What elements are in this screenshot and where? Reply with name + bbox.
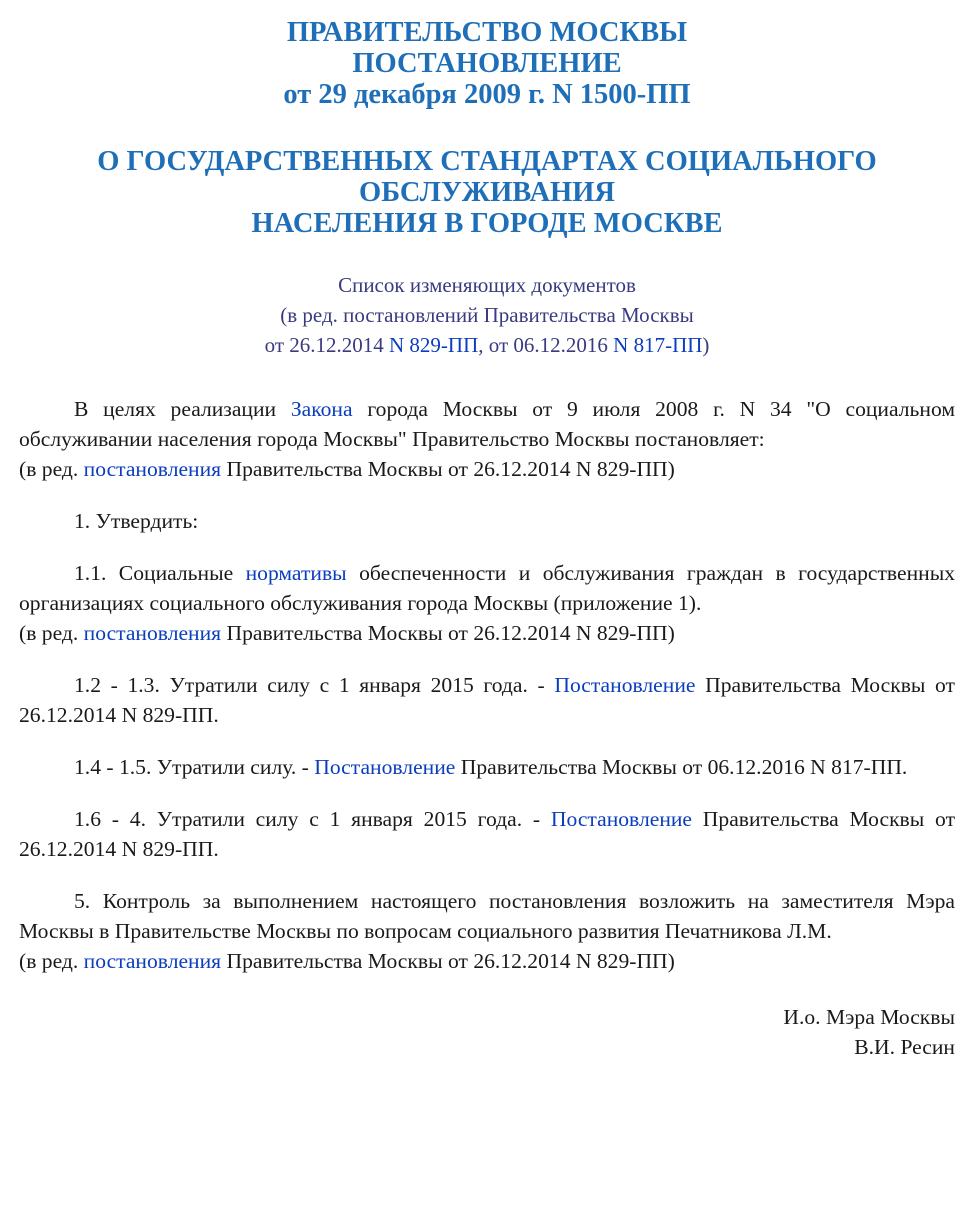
preamble-paragraph xyxy=(19,394,955,454)
edition-note-text: Правительства Москвы от 26.12.2014 N 829-ПП) xyxy=(221,621,675,645)
document-page xyxy=(19,12,955,1062)
item-text: Правительства Москвы от 26.12.2014 N 829-ПП. xyxy=(19,807,956,861)
item-text: 1.1. Социальные xyxy=(74,561,246,585)
amendments-line-2: (в ред. постановлений Правительства Москвы xyxy=(280,303,694,327)
resolution-link[interactable]: постановления xyxy=(83,949,222,973)
signatory-position: И.о. Мэра Москвы xyxy=(783,1005,955,1029)
amendments-heading: Список изменяющих документов xyxy=(338,273,636,297)
amendments-text: от 26.12.2014 xyxy=(264,333,389,357)
document-date-number: от 29 декабря 2009 г. N 1500-ПП xyxy=(283,79,691,110)
amendments-line-3 xyxy=(19,330,955,360)
edition-note xyxy=(19,454,955,484)
document-title xyxy=(19,146,955,239)
amendment-link-817[interactable]: N 817-ПП xyxy=(613,333,703,357)
amendments-text: , от 06.12.2016 xyxy=(478,333,614,357)
resolution-link[interactable]: постановления xyxy=(83,457,222,481)
document-body xyxy=(19,394,955,976)
item-1: 1. Утвердить: xyxy=(74,509,199,533)
item-1-6 xyxy=(19,804,955,864)
amendment-link-829[interactable]: N 829-ПП xyxy=(389,333,479,357)
issuing-authority: ПРАВИТЕЛЬСТВО МОСКВЫ xyxy=(286,17,688,48)
item-text: 1.6 - 4. Утратили силу с 1 января 2015 года. - xyxy=(74,807,551,831)
edition-note-text: Правительства Москвы от 26.12.2014 N 829-ПП) xyxy=(221,949,675,973)
signatory-name: В.И. Ресин xyxy=(854,1035,955,1059)
item-text: Правительства Москвы от 26.12.2014 N 829-ПП. xyxy=(19,673,955,727)
document-type: ПОСТАНОВЛЕНИЕ xyxy=(352,48,622,79)
amendments-list xyxy=(19,270,955,360)
edition-note-text: (в ред. xyxy=(19,621,84,645)
item-1-2 xyxy=(19,670,955,730)
resolution-link[interactable]: постановления xyxy=(83,621,222,645)
preamble-text: В целях реализации xyxy=(74,397,291,421)
item-1-4 xyxy=(19,752,955,782)
preamble-text: города Москвы от 9 июля 2008 г. N 34 "О социальном обслуживании населения города Москвы" Правительство Москвы постановляет: xyxy=(19,397,955,451)
edition-note xyxy=(19,946,955,976)
resolution-link[interactable]: Постановление xyxy=(550,807,693,831)
title-line-1: О ГОСУДАРСТВЕННЫХ СТАНДАРТАХ СОЦИАЛЬНОГО xyxy=(97,146,877,177)
item-text: 1.4 - 1.5. Утратили силу. - xyxy=(74,755,315,779)
edition-note-text: Правительства Москвы от 26.12.2014 N 829-ПП) xyxy=(221,457,675,481)
title-line-2: ОБСЛУЖИВАНИЯ xyxy=(359,177,615,208)
law-link[interactable]: Закона xyxy=(290,397,353,421)
edition-note xyxy=(19,618,955,648)
title-line-3: НАСЕЛЕНИЯ В ГОРОДЕ МОСКВЕ xyxy=(251,208,723,239)
amendments-text: ) xyxy=(702,333,710,357)
item-5: 5. Контроль за выполнением настоящего постановления возложить на заместителя Мэра Москвы в Правительстве Москвы по вопросам социального развития Печатникова Л.М. xyxy=(19,889,955,943)
edition-note-text: (в ред. xyxy=(19,457,84,481)
edition-note-text: (в ред. xyxy=(19,949,84,973)
item-text: 1.2 - 1.3. Утратили силу с 1 января 2015 года. - xyxy=(74,673,555,697)
resolution-link[interactable]: Постановление xyxy=(554,673,696,697)
document-header xyxy=(19,17,955,110)
item-text: обеспеченности и обслуживания граждан в государственных организациях социального обслуживания города Москвы (приложение 1). xyxy=(19,561,955,615)
resolution-link[interactable]: Постановление xyxy=(314,755,456,779)
norms-link[interactable]: нормативы xyxy=(245,561,347,585)
signature-block xyxy=(19,1002,955,1062)
item-1-1 xyxy=(19,558,955,618)
item-text: Правительства Москвы от 06.12.2016 N 817-ПП. xyxy=(455,755,908,779)
